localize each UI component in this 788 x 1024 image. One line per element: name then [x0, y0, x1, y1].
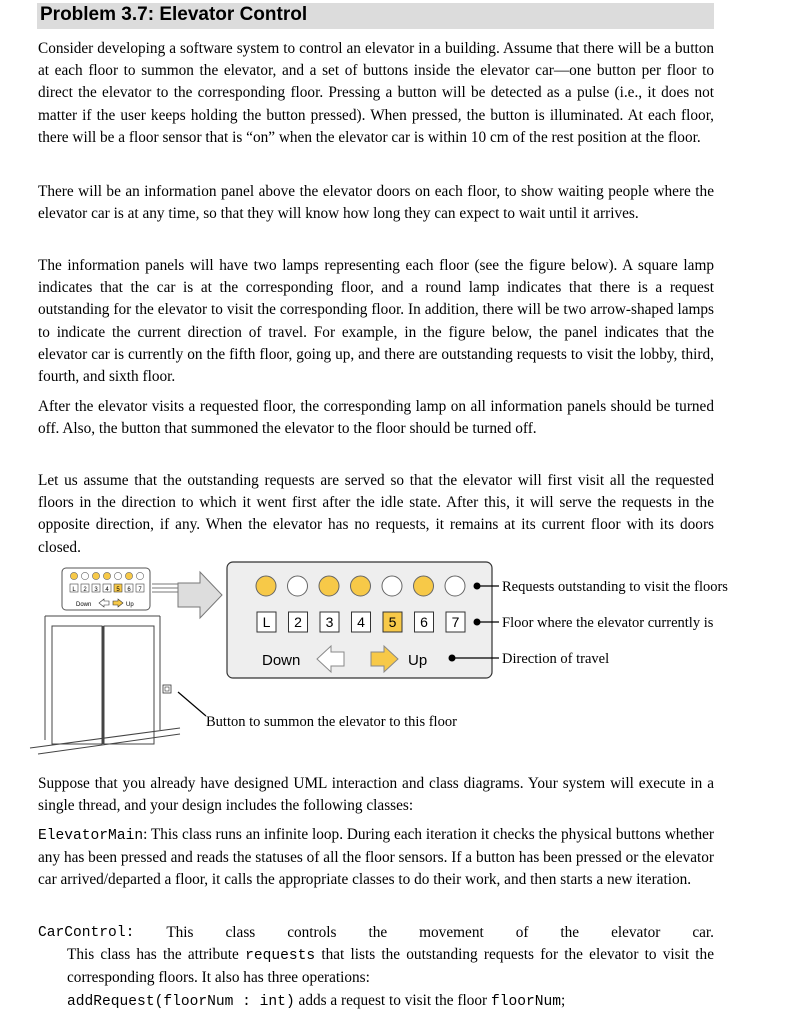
small-request-lamp — [136, 572, 143, 579]
paragraph-intro: Consider developing a software system to control an elevator in a building. Assume that there will be a button at each floor to summon the elevator, and a set of buttons inside the elevator car—one button per floor to direct the elevator to the corresponding floor. Pressing a button will be detected as a pulse (i.e., it does not matter if the user keeps holding the button pressed). When pressed, the button is illuminated. At each floor, there will be a floor sensor that is “on” when the elevator car is within 10 cm of the rest position at the floor. — [38, 40, 714, 146]
floor-label-6: 6 — [420, 614, 428, 630]
class-description-elevator-main: : This class runs an infinite loop. During each iteration it checks the physical buttons whether any has been pressed and reads the statuses of all the floor sensors. If a button has been pressed or the elevator car arrived/departed a floor, it calls the appropriate classes to do their work, and then starts a new iteration. — [38, 826, 714, 889]
request-lamp-5 — [382, 576, 402, 596]
request-lamp-L — [256, 576, 276, 596]
car-control-word: movement — [419, 924, 484, 941]
zoom-arrow-icon — [178, 572, 222, 618]
operation-add-request: addRequest(floorNum : int) — [67, 993, 295, 1010]
car-control-text-c: that lists the outstanding requests for the elevator to visit the corresponding floors. It also has three operations: — [67, 946, 714, 987]
operation-param: floorNum — [490, 993, 562, 1010]
small-floor-label: 2 — [83, 587, 87, 593]
class-name-car-control: CarControl: — [38, 925, 135, 941]
floor-label-2: 2 — [294, 614, 302, 630]
small-request-lamp — [114, 572, 121, 579]
floor-label-5: 5 — [388, 614, 397, 630]
paragraph-serving: Let us assume that the outstanding requests are served so that the elevator will first visit all the requested floors in the direction to which it went first after the idle state. After this, it will serve the requests in the opposite direction, if any. When the elevator has no requests, it remains at its current floor with its doors closed. — [38, 472, 714, 556]
small-down-label: Down — [76, 602, 92, 608]
car-control-word: the — [560, 924, 580, 941]
car-control-word: class — [225, 924, 256, 941]
car-control-text-b: This class has the attribute — [67, 946, 246, 964]
request-lamp-6 — [414, 576, 434, 596]
small-floor-label: 4 — [105, 587, 109, 593]
request-lamp-7 — [445, 576, 465, 596]
car-control-word: controls — [287, 924, 337, 941]
class-elevator-main — [38, 824, 714, 892]
paragraph-turn-off: After the elevator visits a requested floor, the corresponding lamp on all information panels should be turned off. Also, the button that summoned the elevator to the floor should be turned off. — [38, 398, 714, 438]
small-floor-label: 7 — [138, 587, 142, 593]
small-floor-label: 6 — [127, 587, 131, 593]
elevator-illustration — [30, 568, 180, 754]
elevator-figure — [0, 560, 788, 760]
operation-text: adds a request to visit the floor — [294, 991, 491, 1009]
small-request-lamp — [103, 572, 110, 579]
callout-summon-button: Button to summon the elevator to this floor — [206, 714, 457, 730]
floor-label-4: 4 — [357, 614, 365, 630]
small-request-lamp — [125, 572, 132, 579]
car-control-line1 — [38, 922, 714, 944]
paragraph-classes-intro: Suppose that you already have designed UML interaction and class diagrams. Your system will execute in a single thread, and your design includes the following classes: — [38, 775, 714, 815]
car-control-word: This — [166, 924, 194, 941]
floor-label-3: 3 — [325, 614, 334, 630]
request-lamp-4 — [351, 576, 371, 596]
attribute-requests: requests — [245, 948, 316, 965]
small-floor-label: 5 — [116, 587, 120, 593]
callout-current-floor: Floor where the elevator currently is — [502, 615, 714, 631]
page-title: Problem 3.7: Elevator Control — [40, 4, 308, 25]
car-control-word: of — [515, 924, 529, 941]
callout-requests: Requests outstanding to visit the floors — [502, 579, 728, 595]
car-control-word: elevator — [611, 924, 661, 941]
small-up-label: Up — [126, 602, 134, 608]
down-label: Down — [262, 652, 301, 669]
floor-label-7: 7 — [451, 614, 460, 630]
class-car-control — [38, 922, 714, 1013]
operation-end: ; — [561, 991, 566, 1009]
small-request-lamp — [92, 572, 99, 579]
car-control-word: car. — [692, 924, 714, 941]
paragraph-lamps: The information panels will have two lamps representing each floor (see the figure below). A square lamp indicates that the car is at the corresponding floor, and a round lamp indicates that there is a request outstanding for the elevator to visit the corresponding floor. In addition, there will be two arrow-shaped lamps to indicate the current direction of travel. For example, in the figure below, the panel indicates that the elevator car is currently on the fifth floor, going up, and there are outstanding requests to visit the lobby, third, fourth, and sixth floor. — [38, 257, 714, 386]
small-request-lamp — [70, 572, 77, 579]
small-floor-label: L — [72, 587, 76, 593]
paragraph-info-panel: There will be an information panel above the elevator doors on each floor, to show waiting people where the elevator car is at any time, so that they will know how long they can expect to wait until it arrives. — [38, 183, 714, 223]
request-lamp-3 — [319, 576, 339, 596]
callout-direction: Direction of travel — [502, 651, 610, 667]
car-control-word: the — [368, 924, 388, 941]
class-name-elevator-main: ElevatorMain — [38, 828, 144, 844]
small-floor-label: 3 — [94, 587, 98, 593]
floor-label-L: L — [262, 614, 271, 630]
title-bar — [37, 3, 714, 29]
up-label: Up — [408, 652, 428, 669]
small-request-lamp — [81, 572, 88, 579]
request-lamp-2 — [288, 576, 308, 596]
car-control-body — [38, 944, 714, 1013]
